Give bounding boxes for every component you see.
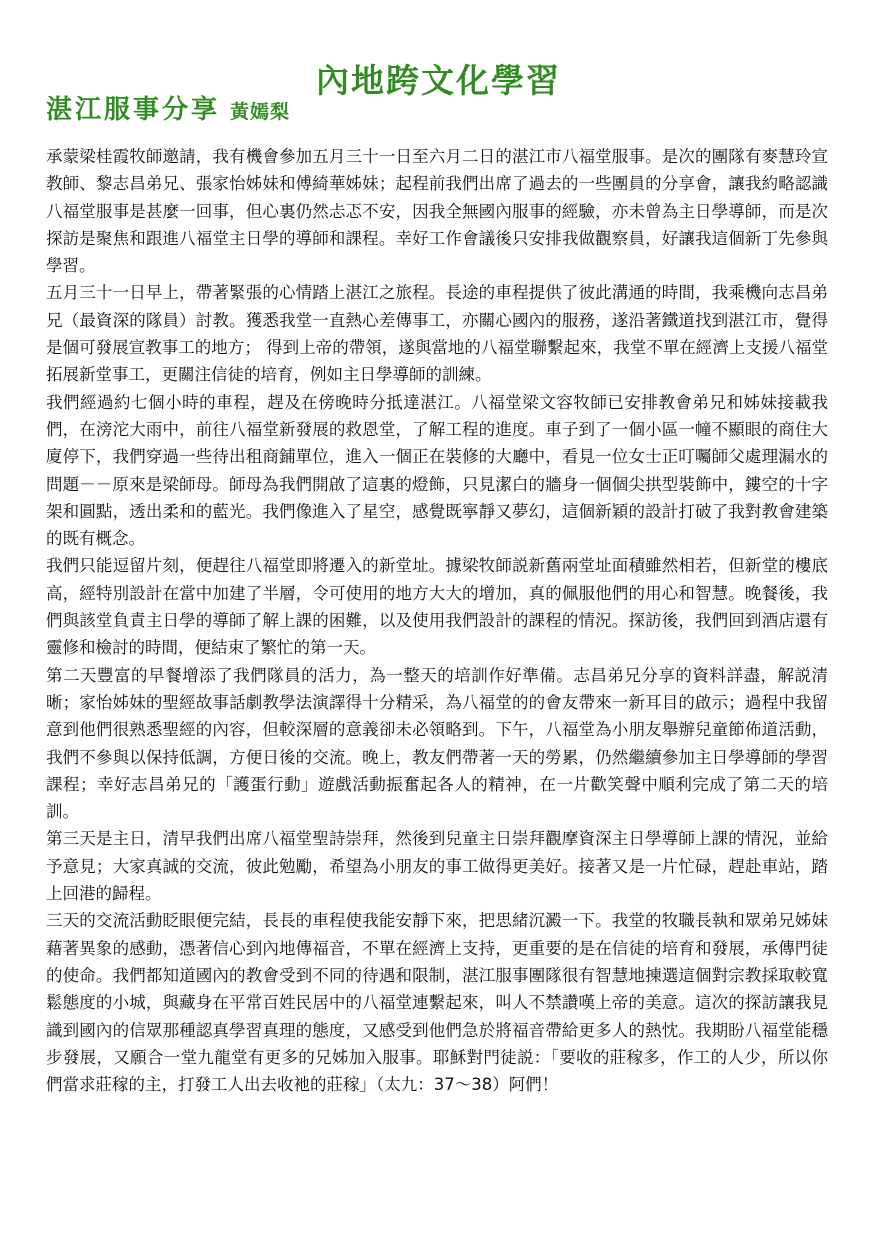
section-heading — [46, 92, 290, 130]
article-body — [46, 143, 828, 1098]
article-paragraph: 第三天是主日，清早我們出席八福堂聖詩崇拜，然後到兒童主日崇拜觀摩資深主日學導師上課的情況，並給予意見；大家真誠的交流，彼此勉勵，希望為小朋友的事工做得更美好。接著又是一片忙碌，趕赴車站，踏上回港的歸程。 — [46, 829, 828, 904]
article-paragraph: 我們經過約七個小時的車程，趕及在傍晚時分抵達湛江。八福堂梁文容牧師已安排教會弟兄和姊妹接載我們，在滂沱大雨中，前往八福堂新發展的救恩堂，了解工程的進度。車子到了一個小區一幢不顯眼的商住大廈停下，我們穿過一些待出租商鋪單位，進入一個正在裝修的大廳中，看見一位女士正叮囑師父處理漏水的問題－－原來是梁師母。師母為我們開啟了這裏的燈飾，只見潔白的牆身一個個尖拱型裝飾中，鏤空的十字架和圓點，透出柔和的藍光。我們像進入了星空，感覺既寧靜又夢幻，這個新穎的設計打破了我對教會建築的既有概念。 — [46, 392, 828, 549]
article-paragraph: 第二天豐富的早餐增添了我們隊員的活力，為一整天的培訓作好準備。志昌弟兄分享的資料詳盡，解説清晰；家怡姊妹的聖經故事話劇教學法演譯得十分精采，為八福堂的的會友帶來一新耳目的啟示；過程中我留意到他們很熟悉聖經的內容，但較深層的意義卻未必領略到。下午，八福堂為小朋友舉辦兒童節佈道活動，我們不參與以保持低調，方便日後的交流。晚上，教友們帶著一天的勞累，仍然繼續參加主日學導師的學習課程；幸好志昌弟兄的「護蛋行動」遊戲活動振奮起各人的精神，在一片歡笑聲中順利完成了第二天的培訓。 — [46, 665, 828, 822]
article-paragraph: 三天的交流活動眨眼便完結，長長的車程使我能安靜下來，把思緒沉澱一下。我堂的牧職長執和眾弟兄姊妹藉著異象的感動，憑著信心到內地傳福音，不單在經濟上支持，更重要的是在信徒的培育和發展，承傳門徒的使命。我們都知道國內的教會受到不同的待遇和限制，湛江服事團隊很有智慧地揀選這個對宗教採取較寬鬆態度的小城，與藏身在平常百姓民居中的八福堂連繫起來，叫人不禁讚嘆上帝的美意。這次的探訪讓我見識到國內的信眾那種認真學習真理的態度，又感受到他們急於將福音帶給更多人的熱忱。我期盼八福堂能穩步發展，又願合一堂九龍堂有更多的兄姊加入服事。耶穌對門徒説：「要收的莊稼多，作工的人少，所以你們當求莊稼的主，打發工人出去收衪的莊稼」（太九：37～38）阿們！ — [46, 911, 828, 1095]
author-name: 黃嫣梨 — [230, 101, 291, 123]
article-paragraph: 五月三十一日早上，帶著緊張的心情踏上湛江之旅程。長途的車程提供了彼此溝通的時間，我乘機向志昌弟兄（最資深的隊員）討教。獲悉我堂一直熱心差傳事工，亦關心國內的服務，遂沿著鐵道找到湛江市，覺得是個可發展宣教事工的地方； 得到上帝的帶領，遂與當地的八福堂聯繫起來，我堂不單在經濟上支援八福堂拓展新堂事工，更關注信徒的培育，例如主日學導師的訓練。 — [46, 283, 828, 385]
section-title: 湛江服事分享 — [46, 95, 221, 125]
article-paragraph: 我們只能逗留片刻，便趕往八福堂即將遷入的新堂址。據梁牧師説新舊兩堂址面積雖然相若，但新堂的樓底高，經特別設計在當中加建了半層，令可使用的地方大大的增加，真的佩服他們的用心和智慧。晚餐後，我們與該堂負責主日學的導師了解上課的困難，以及使用我們設計的課程的情況。探訪後，我們回到酒店還有靈修和檢討的時間，便結束了繁忙的第一天。 — [46, 556, 828, 658]
page-title: 內地跨文化學習 — [316, 61, 561, 101]
article-paragraph: 承蒙梁桂霞牧師邀請，我有機會參加五月三十一日至六月二日的湛江市八福堂服事。是次的團隊有麥慧玲宣教師、黎志昌弟兄、張家怡姊妹和傅綺華姊妹；起程前我們出席了過去的一些團員的分享會，讓我約略認識八福堂服事是甚麼一回事，但心裏仍然忐忑不安，因我全無國內服事的經驗，亦未曾為主日學導師，而是次探訪是聚焦和跟進八福堂主日學的導師和課程。幸好工作會議後只安排我做觀察員，好讓我這個新丁先參與學習。 — [46, 147, 828, 276]
